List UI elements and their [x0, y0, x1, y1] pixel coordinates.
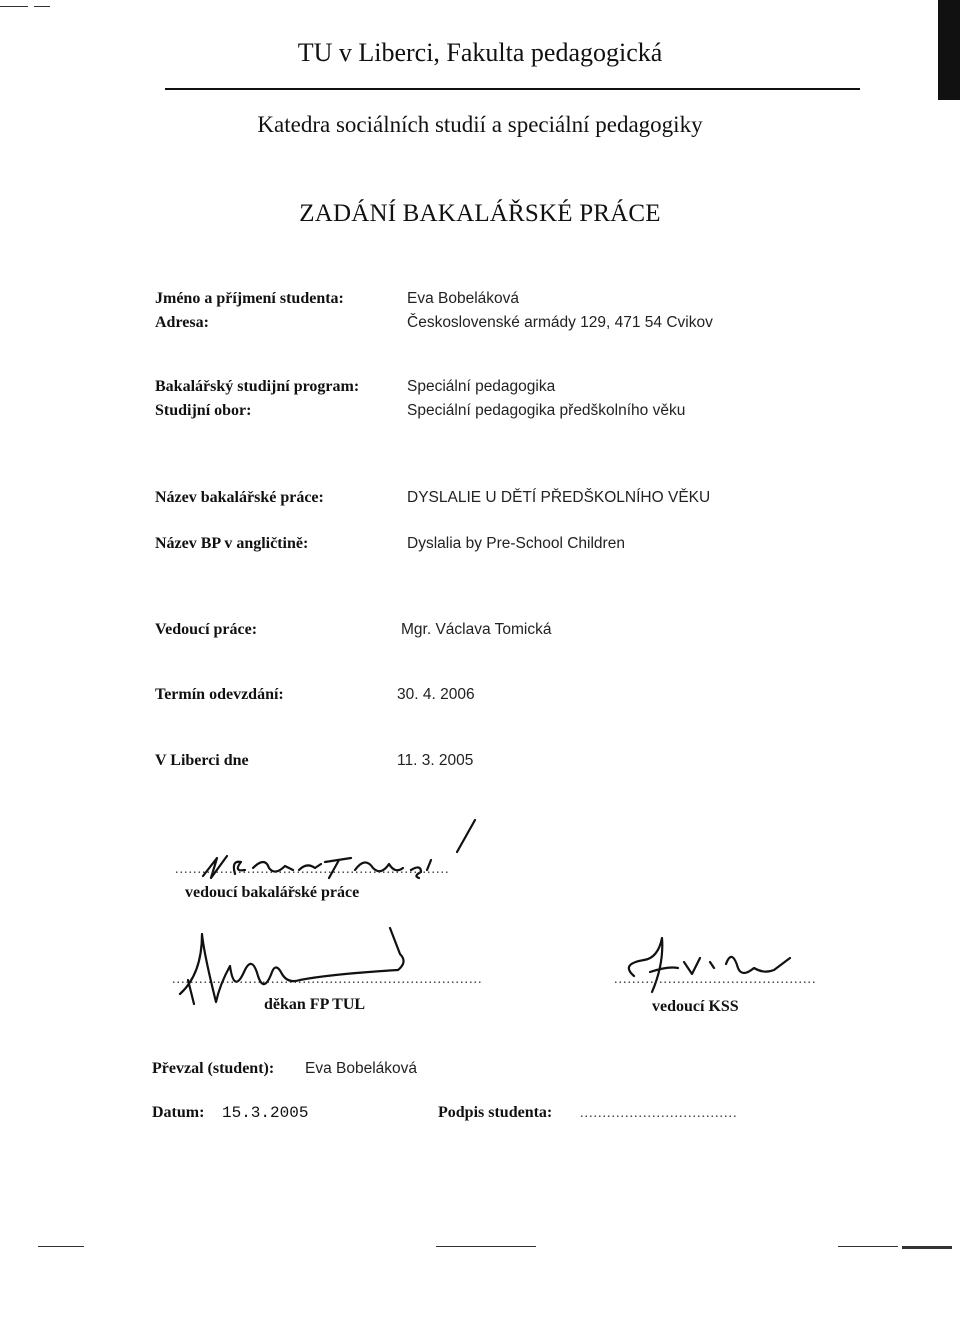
dean-signature-line: .....................................................................: [172, 972, 483, 987]
supervisor-value: Mgr. Václava Tomická: [401, 621, 552, 638]
head-signature-label: vedoucí KSS: [652, 998, 739, 1015]
address-value: Československé armády 129, 471 54 Cvikov: [407, 314, 713, 331]
scan-mark-bottom-3: [838, 1246, 898, 1247]
header-rule: [165, 88, 860, 90]
deadline-value: 30. 4. 2006: [397, 686, 475, 703]
scan-mark-top-left-2: [34, 6, 50, 7]
program-label: Bakalářský studijní program:: [155, 378, 360, 395]
student-name-label: Jméno a příjmení studenta:: [155, 290, 344, 307]
received-value: Eva Bobeláková: [305, 1060, 418, 1077]
student-name-value: Eva Bobeláková: [407, 290, 520, 307]
scan-mark-bottom-1: [38, 1246, 84, 1247]
deadline-label: Termín odevzdání:: [155, 686, 284, 703]
scan-mark-bottom-2: [436, 1246, 536, 1247]
field-label: Studijní obor:: [155, 402, 252, 419]
university-heading: TU v Liberci, Fakulta pedagogická: [297, 38, 663, 67]
received-label: Převzal (student):: [152, 1060, 275, 1077]
thesis-title-label: Název bakalářské práce:: [155, 489, 324, 506]
thesis-title-en-label: Název BP v angličtině:: [155, 535, 309, 552]
field-value: Speciální pedagogika předškolního věku: [407, 402, 686, 419]
supervisor-signature-line: .............................................................: [175, 862, 450, 877]
place-date-value: 11. 3. 2005: [397, 752, 474, 769]
program-value: Speciální pedagogika: [407, 378, 556, 395]
thesis-title-en-value: Dyslalia by Pre-School Children: [407, 535, 625, 552]
supervisor-signature: [175, 812, 495, 892]
dean-signature-label: děkan FP TUL: [264, 996, 366, 1013]
student-signature-label: Podpis studenta:: [438, 1104, 553, 1121]
supervisor-signature-label: vedoucí bakalářské práce: [185, 884, 360, 901]
scan-mark-bottom-4: [902, 1246, 952, 1249]
department-heading: Katedra sociálních studií a speciální pedagogiky: [257, 112, 703, 137]
address-label: Adresa:: [155, 314, 209, 331]
document-title: ZADÁNÍ BAKALÁŘSKÉ PRÁCE: [299, 200, 661, 227]
date-value: 15.3.2005: [222, 1104, 309, 1122]
scan-mark-top-left: [0, 6, 28, 7]
date-label: Datum:: [152, 1104, 205, 1121]
place-date-label: V Liberci dne: [155, 752, 249, 769]
head-signature-line: .............................................: [614, 972, 817, 987]
student-signature-line: ...................................: [580, 1106, 738, 1121]
thesis-title-value: DYSLALIE U DĚTÍ PŘEDŠKOLNÍHO VĚKU: [407, 489, 711, 506]
supervisor-label: Vedoucí práce:: [155, 621, 258, 638]
